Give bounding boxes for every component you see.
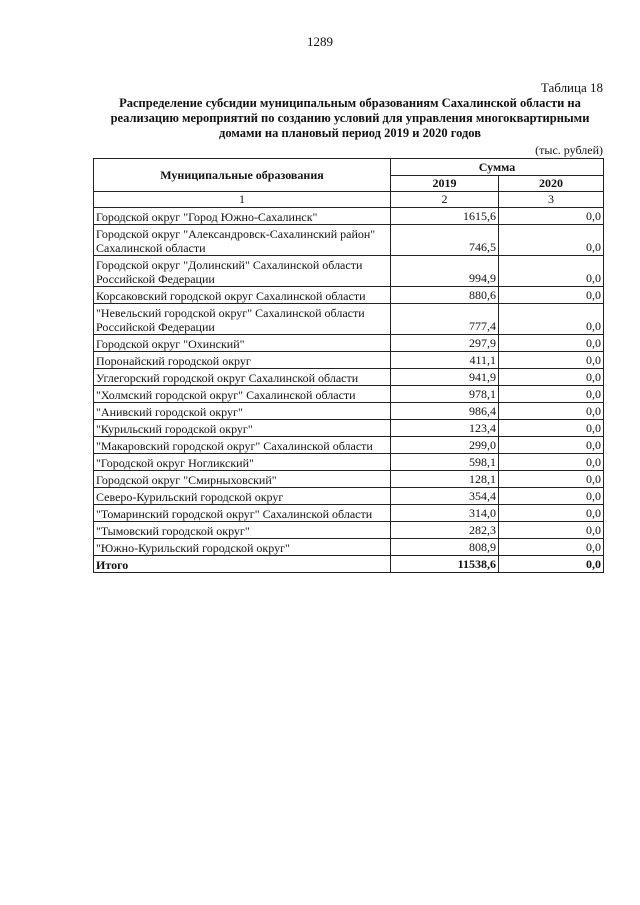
value-2020: 0,0 [499,208,604,225]
municipality-name: Северо-Курильский городской округ [94,488,391,505]
table-row [94,335,604,352]
value-2020: 0,0 [499,539,604,556]
total-2020: 0,0 [499,556,604,573]
value-2020: 0,0 [499,287,604,304]
value-2020: 0,0 [499,403,604,420]
value-2020: 0,0 [499,386,604,403]
column-number-1: 1 [94,192,391,208]
table-row [94,437,604,454]
value-2019: 411,1 [391,352,499,369]
table-row [94,522,604,539]
table-row [94,420,604,437]
municipality-name: "Тымовский городской округ" [94,522,391,539]
value-2019: 128,1 [391,471,499,488]
value-2019: 994,9 [391,256,499,287]
total-2019: 11538,6 [391,556,499,573]
value-2019: 314,0 [391,505,499,522]
municipality-name: Городской округ "Александровск-Сахалинский район" Сахалинской области [94,225,391,256]
table-row [94,505,604,522]
municipality-name: "Невельский городской округ" Сахалинской области Российской Федерации [94,304,391,335]
value-2019: 123,4 [391,420,499,437]
value-2019: 986,4 [391,403,499,420]
table-title: Распределение субсидии муниципальным образованиям Сахалинской области на реализацию мероприятий по созданию условий для управления многоквартирными домами на плановый период 2019 и 2020 годов [110,96,590,140]
value-2020: 0,0 [499,256,604,287]
table-label: Таблица 18 [540,80,603,95]
value-2020: 0,0 [499,369,604,386]
municipality-name: Городской округ "Охинский" [94,335,391,352]
value-2020: 0,0 [499,420,604,437]
table-row [94,208,604,225]
municipality-name: Городской округ "Город Южно-Сахалинск" [94,208,391,225]
value-2020: 0,0 [499,304,604,335]
value-2019: 299,0 [391,437,499,454]
value-2019: 880,6 [391,287,499,304]
column-number-2: 2 [391,192,499,208]
header-year-2020: 2020 [499,176,604,192]
units-label: (тыс. рублей) [535,143,603,157]
header-year-2019: 2019 [391,176,499,192]
value-2019: 777,4 [391,304,499,335]
value-2020: 0,0 [499,488,604,505]
municipality-name: Городской округ "Долинский" Сахалинской области Российской Федерации [94,256,391,287]
table-row [94,454,604,471]
municipality-name: "Южно-Курильский городской округ" [94,539,391,556]
municipality-name: "Холмский городской округ" Сахалинской области [94,386,391,403]
table-row [94,304,604,335]
value-2019: 354,4 [391,488,499,505]
municipality-name: Корсаковский городской округ Сахалинской области [94,287,391,304]
table-row [94,471,604,488]
column-number-3: 3 [499,192,604,208]
municipality-name: Городской округ "Смирныховский" [94,471,391,488]
value-2020: 0,0 [499,471,604,488]
table-row [94,287,604,304]
table-row [94,256,604,287]
value-2019: 941,9 [391,369,499,386]
municipality-name: "Городской округ Ногликский" [94,454,391,471]
value-2020: 0,0 [499,335,604,352]
municipality-name: "Анивский городской округ" [94,403,391,420]
table-row [94,386,604,403]
value-2020: 0,0 [499,454,604,471]
table-row [94,369,604,386]
table-row [94,225,604,256]
total-label: Итого [94,556,391,573]
total-row [94,556,604,573]
municipality-name: "Томаринский городской округ" Сахалинской области [94,505,391,522]
value-2019: 1615,6 [391,208,499,225]
header-municipalities: Муниципальные образования [94,159,391,192]
table-row [94,539,604,556]
municipality-name: Поронайский городской округ [94,352,391,369]
value-2019: 598,1 [391,454,499,471]
municipality-name: "Макаровский городской округ" Сахалинской области [94,437,391,454]
value-2020: 0,0 [499,437,604,454]
value-2019: 282,3 [391,522,499,539]
table-row [94,403,604,420]
value-2019: 297,9 [391,335,499,352]
value-2020: 0,0 [499,352,604,369]
page-number: 1289 [307,34,333,49]
value-2020: 0,0 [499,522,604,539]
table-row [94,488,604,505]
municipality-name: "Курильский городской округ" [94,420,391,437]
value-2019: 978,1 [391,386,499,403]
municipality-name: Углегорский городской округ Сахалинской области [94,369,391,386]
value-2020: 0,0 [499,225,604,256]
value-2020: 0,0 [499,505,604,522]
value-2019: 746,5 [391,225,499,256]
value-2019: 808,9 [391,539,499,556]
table-row [94,352,604,369]
header-sum: Сумма [391,159,604,176]
subsidy-table [93,158,604,573]
